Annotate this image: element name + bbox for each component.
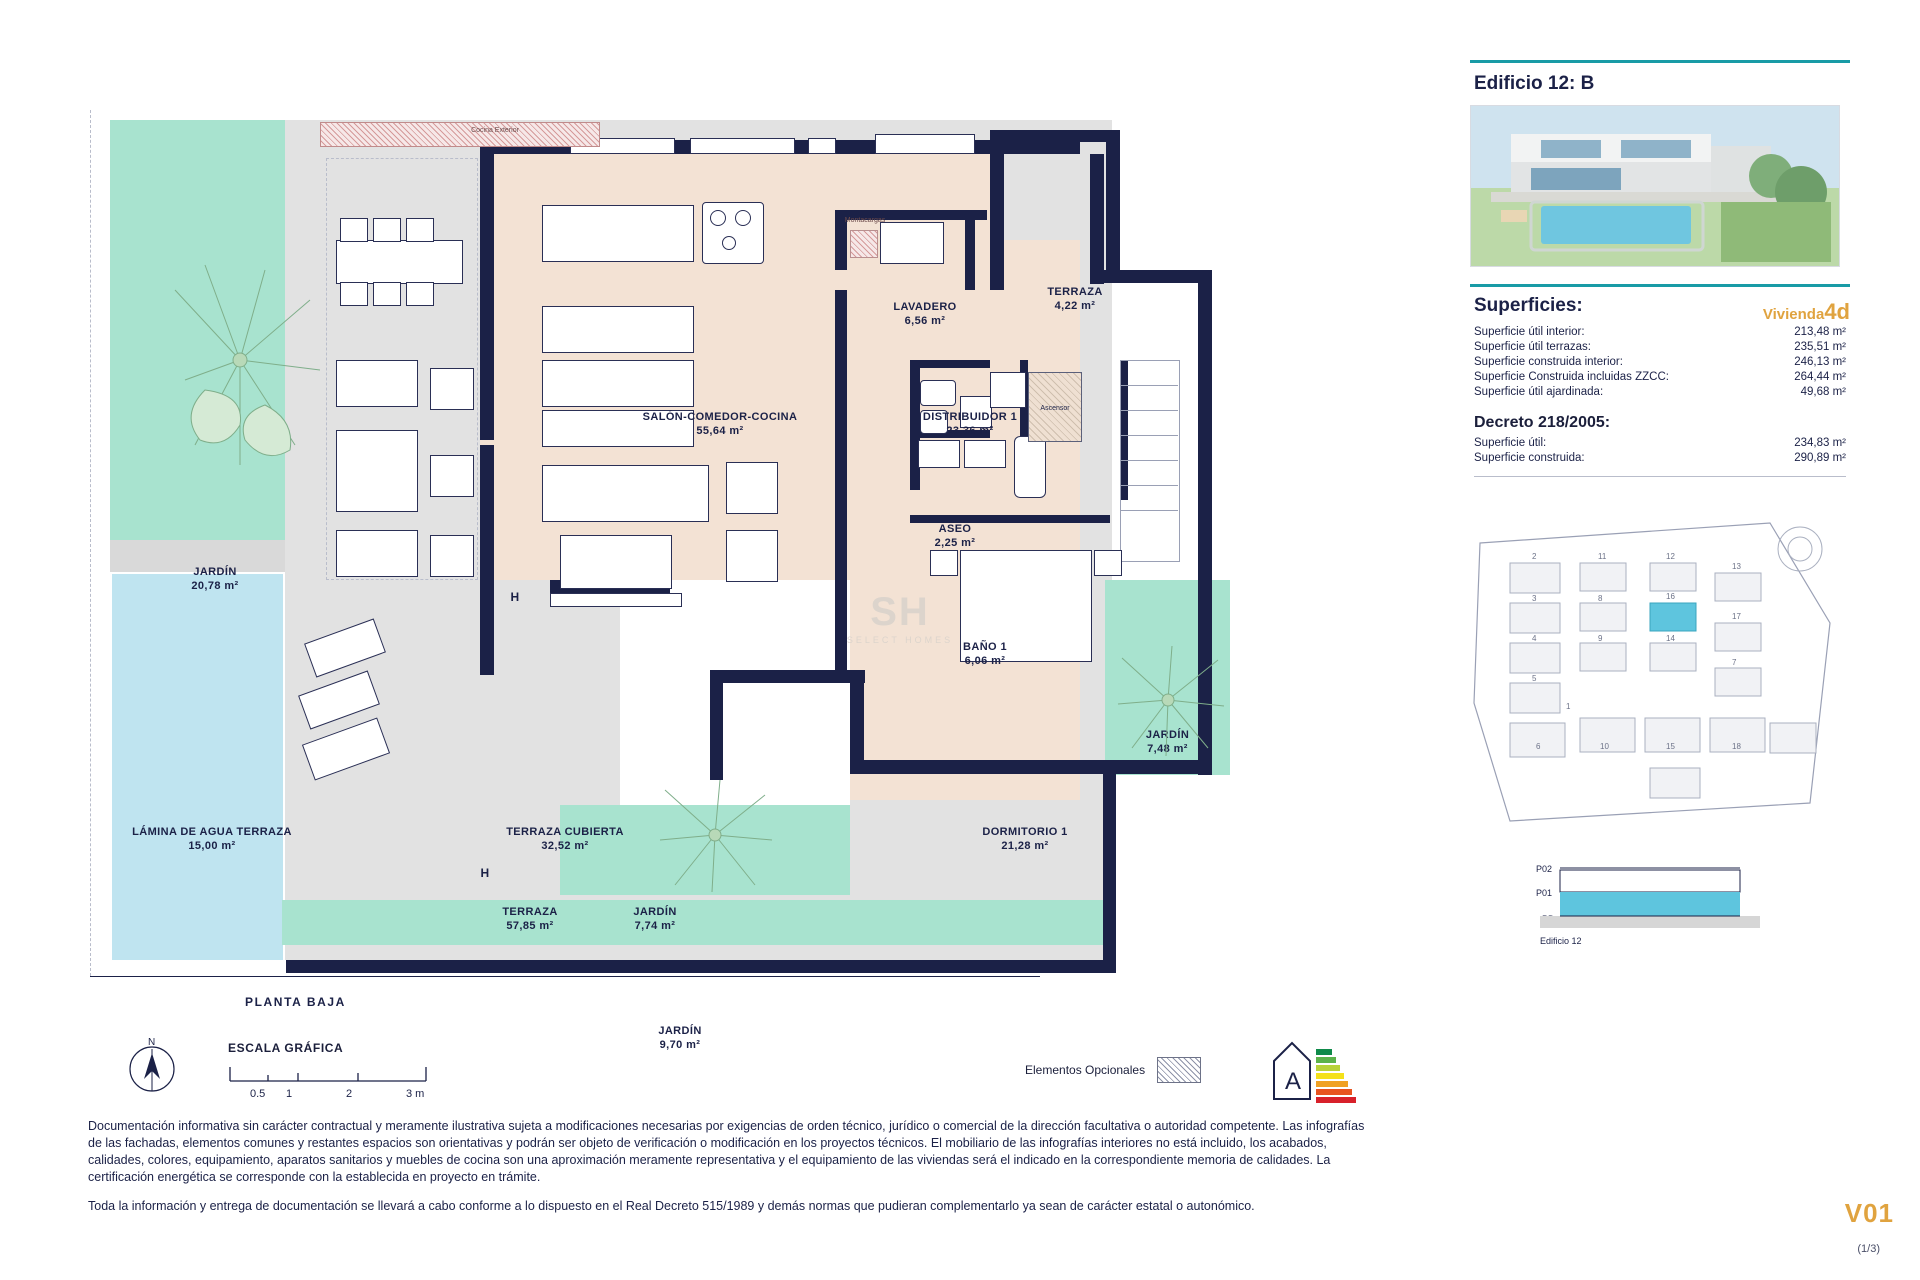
stair-step-5 [1120,485,1178,486]
outdoor-chair-5 [373,282,401,306]
room-label-bedroom: DORMITORIO 1 21,28 m² [982,826,1068,852]
dining-table [542,306,694,353]
page-number: (1/3) [1857,1243,1880,1255]
surfaces-list [1470,325,1850,400]
wall-laundry-right [965,210,975,290]
room-label-terrace: TERRAZA 57,85 m² [502,906,558,932]
svg-text:11: 11 [1598,552,1607,561]
outdoor-sofa-2 [336,430,418,512]
svg-text:16: 16 [1666,592,1675,601]
dim-mark-h2: H [480,866,490,880]
outdoor-chair-6 [406,282,434,306]
svg-text:18: 18 [1732,742,1741,751]
site-plan [1470,503,1838,833]
outdoor-table-a [430,368,474,410]
nightstand-1 [930,550,958,576]
building-section [1530,856,1830,946]
building-render [1470,105,1840,267]
svg-text:9: 9 [1598,634,1603,643]
wall-south-right [850,760,1210,774]
window-top-3 [808,138,836,154]
info-panel [1470,60,1850,946]
svg-text:2: 2 [1532,552,1537,561]
plan-baseline [90,976,1040,977]
wall-step-right [1090,270,1210,283]
scale-title: ESCALA GRÁFICA [228,1041,344,1055]
wall-w1 [480,140,494,440]
burner-3 [722,236,736,250]
svg-text:N: N [148,1037,156,1048]
decree-list [1470,436,1850,466]
building-title: Edificio 12: B [1474,73,1595,94]
wall-aseo-top [910,360,990,368]
svg-text:14: 14 [1666,634,1675,643]
room-label-garden-bottom: JARDÍN 9,70 m² [658,1025,702,1051]
surface-row: Superficie Construida incluidas ZZCC: 264,44 m² [1474,371,1846,383]
room-label-distribuidor: DISTRIBUIDOR 1 23,36 m² [922,411,1018,437]
room-label-living: SALÓN-COMEDOR-COCINA 55,64 m² [642,411,798,437]
wall-terrace-right [1106,130,1120,275]
outdoor-chair-4 [340,282,368,306]
room-label-laundry: LAVADERO 6,56 m² [893,301,957,327]
svg-text:10: 10 [1600,742,1609,751]
stair-step-2 [1120,410,1178,411]
svg-text:17: 17 [1732,612,1741,621]
lift-label: Ascensor [1040,405,1070,412]
legend-row [120,1025,1440,1105]
room-label-pool: LÁMINA DE AGUA TERRAZA 15,00 m² [132,826,292,852]
stair-step-1 [1120,385,1178,386]
svg-text:15: 15 [1666,742,1675,751]
pool-edge [110,572,285,962]
disclaimer-paragraph-2: Toda la información y entrega de documentación se llevará a cabo conforme a lo dispuesto en el Real Decreto 515/1989 y demás normas que pudieran complementarlo ya sean de carácter estatal o autonómico. [88,1199,1255,1213]
cooktop [702,202,764,264]
wall-right-upper [1090,154,1104,284]
room-label-garden-mid: JARDÍN 7,74 m² [633,906,677,932]
scale-bar [228,1041,443,1108]
disclaimer [88,1118,1378,1227]
svg-text:13: 13 [1732,562,1741,571]
plant-garden-left [145,230,335,490]
window-top-2 [690,138,795,154]
outdoor-table-c [430,535,474,577]
exterior-kitchen-label: Cocina Exterior [471,127,519,134]
room-label-bathroom: BAÑO 1 6,06 m² [963,641,1007,667]
outdoor-chair-1 [340,218,368,242]
disclaimer-paragraph-1: Documentación informativa sin carácter contractual y meramente ilustrativa sujeta a modificaciones necesarias por exigencias de orden técnico, jurídico o comercial de la dirección facultativa o autoridad competente. Las infografías de las fachadas, elementos comunes y restantes espacios son orientativas y podrán ser objeto de verificación o modificación en los proyectos técnicos. El mobiliario de las infografías interiores no está incluido, los acabados, calidades, colores, equipamiento, aparatos sanitarios y muebles de cocina son una aproximación meramente representativa y el equipamiento de las viviendas será el indicado en la correspondiente memoria de calidades. La certificación energética se corresponde con la establecida en proyecto en trámite. [88,1119,1365,1184]
burner-2 [735,210,751,226]
room-label-garden-left: JARDÍN 20,78 m² [191,566,239,592]
laundry-appliance [880,222,944,264]
wall-terrace-top [990,130,1120,142]
scale-ticks: 0.5 1 2 3 m [250,1088,425,1100]
outdoor-chair-3 [406,218,434,242]
decree-row: Superficie útil: 234,83 m² [1474,437,1846,449]
dumbwaiter-label: Montacargas [844,217,886,224]
watermark: SH SELECT HOMES [846,590,954,645]
vivienda-badge: Vivienda4d [1762,299,1850,324]
svg-text:A: A [1285,1068,1302,1095]
outdoor-sofa-1 [336,360,418,407]
svg-text:P02: P02 [1536,864,1553,874]
dim-mark-h1: H [510,590,520,604]
divider-decree [1474,476,1846,477]
room-label-terrace-up: TERRAZA 4,22 m² [1047,286,1103,312]
room-label-garden-right: JARDÍN 7,48 m² [1145,729,1190,755]
sofa-main [542,465,709,522]
surface-row: Superficie útil interior: 213,48 m² [1474,326,1846,338]
room-label-covered-terrace: TERRAZA CUBIERTA 32,52 m² [506,826,624,852]
plan-caption: PLANTA BAJA [245,995,346,1009]
version-label: V01 [1844,1198,1894,1228]
optional-elements-legend [1025,1057,1201,1083]
energy-rating-icon [1270,1035,1360,1107]
wall-w2 [480,445,494,675]
compass-icon [120,1033,184,1097]
tv-unit [550,593,682,607]
stair-step-3 [1120,435,1178,436]
room-label-aseo: ASEO 2,25 m² [934,523,976,549]
optional-elements-label: Elementos Opcionales [1025,1063,1146,1077]
wall-dorm-left [850,670,864,770]
svg-text:P01: P01 [1536,888,1553,898]
closet-1 [990,372,1026,408]
kitchen-island [542,205,694,262]
nightstand-2 [1094,550,1122,576]
svg-text:Edificio 12: Edificio 12 [1540,936,1582,946]
outdoor-sofa-3 [336,530,418,577]
plant-garden-right [1110,630,1230,760]
hatch-swatch-icon [1157,1057,1201,1083]
svg-text:3: 3 [1532,594,1537,603]
wall-terrace-cub-left [710,670,723,780]
svg-text:5: 5 [1532,674,1537,683]
svg-text:7: 7 [1732,658,1737,667]
wall-south-boundary [286,960,1116,973]
outdoor-dining-table [336,240,463,284]
surface-row: Superficie útil terrazas: 235,51 m² [1474,341,1846,353]
stair-step-4 [1120,460,1178,461]
svg-text:1: 1 [1566,702,1571,711]
svg-text:4: 4 [1532,634,1537,643]
window-top-4 [875,134,975,154]
coffee-table [560,535,672,589]
outdoor-chair-2 [373,218,401,242]
svg-text:8: 8 [1598,594,1603,603]
decree-title: Decreto 218/2005: [1474,414,1611,431]
staircase [1120,360,1180,562]
dumbwaiter-hatch [850,230,878,258]
dining-table-2 [542,360,694,407]
wall-south-east [1103,770,1116,970]
divider-top [1470,60,1850,63]
svg-text:6: 6 [1536,742,1541,751]
decree-row: Superficie construida: 290,89 m² [1474,452,1846,464]
section-diagram [1530,856,1830,946]
aseo-sink [920,380,956,406]
burner-1 [710,210,726,226]
bath-sink [918,440,960,468]
bath-shower [1014,436,1046,498]
surfaces-title: Superficies: [1474,295,1583,316]
armchair-2 [726,530,778,582]
wall-terrace-left [990,130,1004,290]
surface-row: Superficie útil ajardinada: 49,68 m² [1474,386,1846,398]
plant-garden-mid [650,770,780,900]
surface-row: Superficie construida interior: 246,13 m² [1474,356,1846,368]
bath-sink-2 [964,440,1006,468]
stair-step-6 [1120,510,1178,511]
armchair-1 [726,462,778,514]
outdoor-table-b [430,455,474,497]
wall-corridor-left2 [835,450,847,680]
svg-text:12: 12 [1666,552,1675,561]
scale-graphic [228,1061,428,1089]
